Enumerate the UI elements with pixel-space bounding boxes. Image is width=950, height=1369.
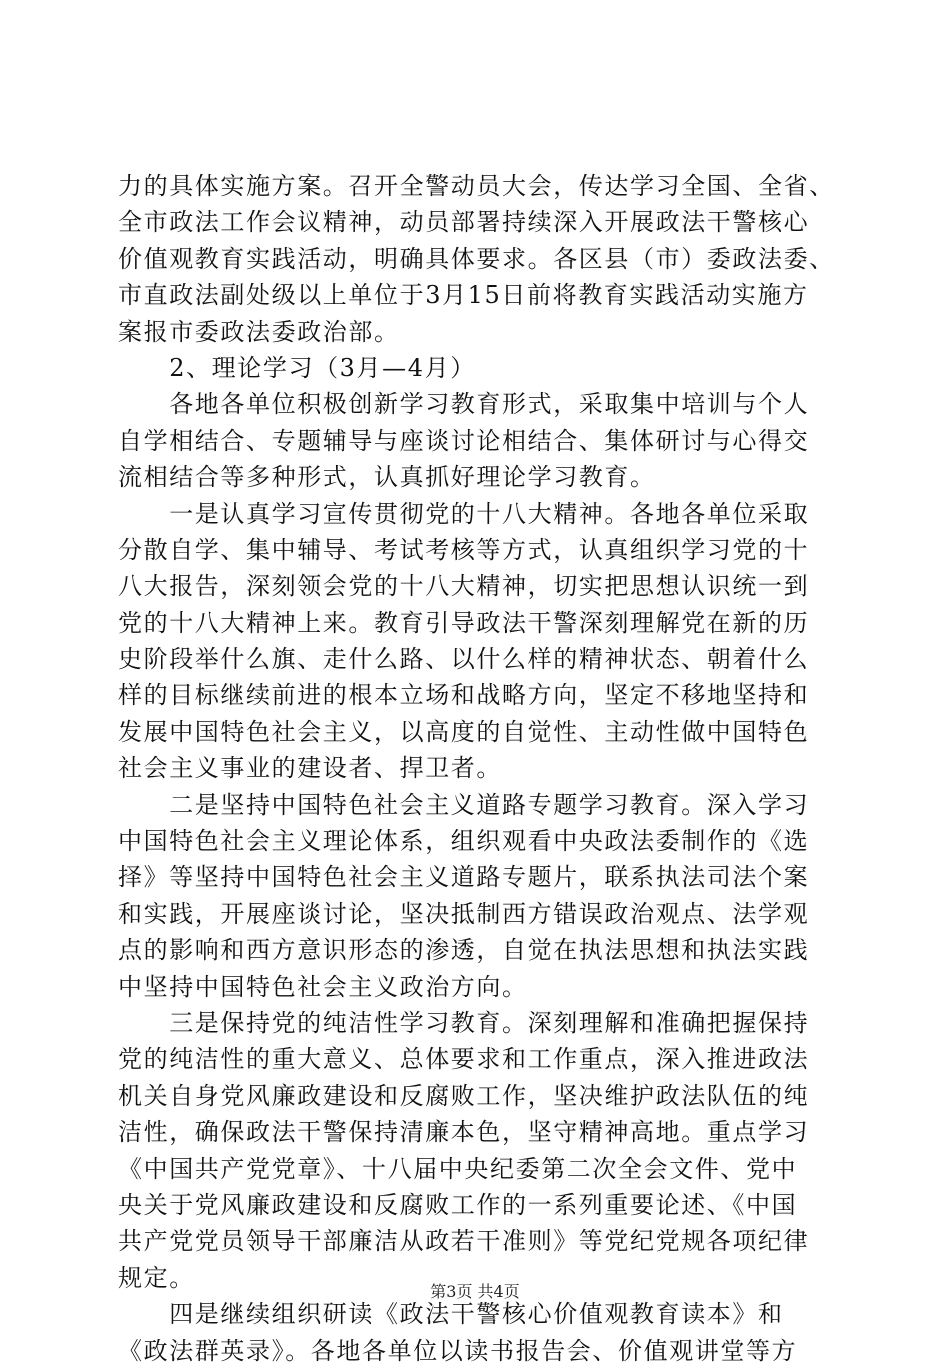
text-line: 点的影响和西方意识形态的渗透，自觉在执法思想和执法实践	[118, 936, 810, 965]
text-line: 二是坚持中国特色社会主义道路专题学习教育。深入学习	[118, 790, 810, 819]
text-line: 和实践，开展座谈讨论，坚决抵制西方错误政治观点、法学观	[118, 899, 810, 928]
text-line: 机关自身党风廉政建设和反腐败工作，坚决维护政法队伍的纯	[118, 1081, 810, 1110]
text-line: 社会主义事业的建设者、捍卫者。	[118, 754, 502, 783]
text-line: 市直政法副处级以上单位于3月15日前将教育实践活动实施方	[118, 281, 809, 310]
text-line: 全市政法工作会议精神，动员部署持续深入开展政法干警核心	[118, 208, 810, 237]
text-line: 一是认真学习宣传贯彻党的十八大精神。各地各单位采取	[118, 499, 810, 528]
paragraph	[118, 1005, 848, 1296]
text-line: 史阶段举什么旗、走什么路、以什么样的精神状态、朝着什么	[118, 645, 810, 674]
text-line: 《政法群英录》。各地各单位以读书报告会、价值观讲堂等方	[118, 1336, 798, 1365]
text-line: 四是继续组织研读《政法干警核心价值观教育读本》和	[118, 1300, 784, 1329]
paragraph	[118, 787, 848, 1005]
text-line: 流相结合等多种形式，认真抓好理论学习教育。	[118, 463, 656, 492]
text-line: 自学相结合、专题辅导与座谈讨论相结合、集体研讨与心得交	[118, 426, 810, 455]
paragraph	[118, 350, 848, 386]
text-line: 党的纯洁性的重大意义、总体要求和工作重点，深入推进政法	[118, 1045, 810, 1074]
document-body	[118, 168, 848, 1369]
paragraph	[118, 168, 848, 350]
text-line: 中国特色社会主义理论体系，组织观看中央政法委制作的《选	[118, 827, 810, 856]
text-line: 各地各单位积极创新学习教育形式，采取集中培训与个人	[118, 390, 810, 419]
text-line: 案报市委政法委政治部。	[118, 317, 400, 346]
text-line: 洁性，确保政法干警保持清廉本色，坚守精神高地。重点学习	[118, 1118, 810, 1147]
text-line: 择》等坚持中国特色社会主义道路专题片，联系执法司法个案	[118, 863, 810, 892]
text-line: 央关于党风廉政建设和反腐败工作的一系列重要论述、《中国	[118, 1190, 798, 1219]
text-line: 价值观教育实践活动，明确具体要求。各区县（市）委政法委、	[118, 244, 835, 273]
paragraph	[118, 1296, 848, 1369]
text-line: 力的具体实施方案。召开全警动员大会，传达学习全国、全省、	[118, 172, 835, 200]
page-footer: 第3页 共4页	[430, 1282, 520, 1301]
text-line: 分散自学、集中辅导、考试考核等方式，认真组织学习党的十	[118, 535, 810, 564]
text-line: 《中国共产党党章》、十八届中央纪委第二次全会文件、党中	[118, 1154, 798, 1183]
text-line: 规定。	[118, 1263, 195, 1292]
text-line: 党的十八大精神上来。教育引导政法干警深刻理解党在新的历	[118, 608, 810, 637]
text-line: 八大报告，深刻领会党的十八大精神，切实把思想认识统一到	[118, 572, 810, 601]
paragraph	[118, 386, 848, 495]
text-line: 发展中国特色社会主义，以高度的自觉性、主动性做中国特色	[118, 717, 810, 746]
text-line: 三是保持党的纯洁性学习教育。深刻理解和准确把握保持	[118, 1008, 810, 1037]
text-line: 2、理论学习（3月—4月）	[118, 353, 476, 382]
text-line: 样的目标继续前进的根本立场和战略方向，坚定不移地坚持和	[118, 681, 810, 710]
paragraph	[118, 496, 848, 787]
text-line: 中坚持中国特色社会主义政治方向。	[118, 972, 528, 1001]
text-line: 共产党党员领导干部廉洁从政若干准则》等党纪党规各项纪律	[118, 1227, 810, 1256]
